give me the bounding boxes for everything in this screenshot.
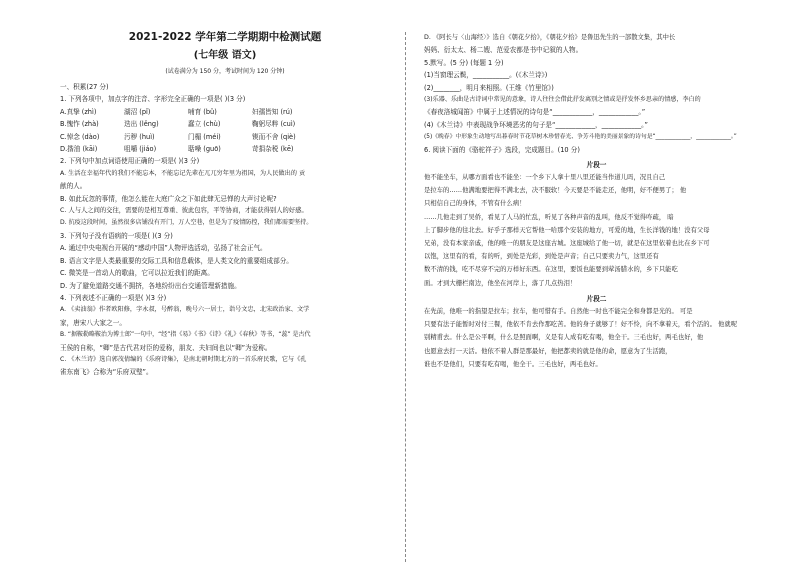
- passage-line: 兄弟，没有本家亲戚，他的唯一的朋友是这座古城。这座城给了他一切，就是在这里依着也比在乡下可: [424, 240, 710, 248]
- section-heading: 一、积累(27 分): [60, 83, 109, 91]
- question-2-option-c: C. 人与人之间的交往，需要的是相互尊重、彼此包容，平等协商，才能获得别人的好感。: [60, 207, 308, 215]
- question-2-option-b: B. 如此玩忽的事情，他怎么能在大庭广众之下如此肆无忌惮的大声讨论呢?: [60, 194, 277, 203]
- question-5-item-2: (2)________，明月来相照。(王维《竹里馆》): [424, 83, 554, 92]
- passage-line: 只相信自己的身体，不管有什么病！: [424, 200, 526, 208]
- passage-2-title: 片段二: [586, 294, 607, 303]
- question-1-options-c: C.悼念 (dào) 污秽 (huì) 门楣 (méi) 锲而不舍 (qiè): [60, 132, 296, 141]
- question-4-option-b-cont: 王侯的自称，“卿”是古代君对臣的爱称，朋友、夫妇间也以“卿”为爱称。: [60, 343, 272, 352]
- exam-subtitle: (七年级 语文): [193, 50, 257, 61]
- passage-line: 以饱，这里有的看，有的听，到处是光彩，到处是声音；自己只要卖力气，这里还有: [424, 253, 659, 261]
- question-3-option-c: C. 微笑是一首动人的歌曲，它可以拉近我们的距离。: [60, 269, 214, 278]
- passage-1-title: 片段一: [586, 161, 607, 170]
- question-3-stem: 3. 下列句子没有语病的一项是( )(3 分): [60, 231, 173, 240]
- question-4-option-b: B. “据鞍勒略鞍治为博士郎”一句中，“经”指《易》《书》《诗》《礼》《春秋》等书，“蕊” 是古代: [60, 331, 311, 339]
- passage-line: 面。才到大栅栏南边，他坐在河岸上，落了几点热泪！: [424, 279, 577, 287]
- question-6-stem: 6. 阅读下面的《骆驼祥子》选段，完成题目。(10 分): [424, 145, 580, 154]
- question-4-option-d: D. 《阿长与〈山海经〉》选自《朝花夕拾》，《朝花夕拾》是鲁迅先生的一部散文集，其中长: [424, 34, 676, 41]
- question-1-options-b: B.愧怍 (zhà) 迭出 (lěng) 蠢立 (chù) 鞠躬尽粹 (cuì): [60, 120, 296, 129]
- passage-line: 别精甫去。什么是公平啊，什么是照面啊，义是有人成有吃有喝，他全干。三毛也好，两毛也好，他: [424, 334, 704, 342]
- passage-line: 谁也不是他们，只要有吃有喝，他全干。三毛也好，两毛也好。: [424, 360, 602, 368]
- passage-2: [424, 305, 769, 371]
- question-4-option-a: A. 《卖油翁》作者欧阳修，字永叔，号醉翁，晚号六一居士，诣号文忠，北宋政治家、文学: [60, 306, 310, 314]
- question-5-stem: 5.默写。(5 分) (每题 1 分): [424, 58, 504, 67]
- question-4-option-d-cont: 妈妈、衍太太、杨二嫂、范爱农都是书中记叙的人物。: [424, 46, 583, 55]
- question-5-item-3-cont: 《春夜洛城闻笛》中属于上述情况的诗句是“____________，____________。”: [424, 108, 646, 117]
- question-2-option-a-cont: 献的人。: [60, 182, 87, 191]
- question-4-option-a-cont: 家，唐宋八大家之一。: [60, 318, 126, 327]
- question-2-stem: 2. 下列句中加点词语使用正确的一项是( )(3 分): [60, 157, 200, 166]
- right-column: [424, 32, 769, 371]
- passage-line: 他不能坐车，从哪方面看也不能坐：一个乡下人拿十里八里还能当作道儿吗，况且自己: [424, 174, 666, 182]
- question-5-item-5: (5)《晚春》中形象生动地写出暮春时节花草树木珍惜春光、争芳斗艳的美丽景象的诗句是“____________，____________。”: [424, 134, 737, 141]
- passage-line: 上了脚步他的往北去。好乎子那样天它帮他一哈那个安装的地方，可爱的地，生长洋钱的地！没有父母: [424, 226, 710, 234]
- question-3-option-d: D. 为了避免道路交通不拥挤，各地纷纷出台交通管理新措施。: [60, 281, 241, 290]
- question-5-item-4: (4)《木兰诗》中表现战争环境恶劣的句子是“____________，____________。”: [424, 120, 648, 129]
- passage-line: 也愿意去打一天活。他依不着人群是那最好，他把都卖的就是他的命，愿意为了生活跑，: [424, 347, 672, 355]
- passage-line: 在先前，他唯一的指望是拉车；拉车，他可惜有手。自然他一时也不能完全和身都是光的。 可是: [424, 307, 693, 315]
- question-1-options-d: D.揩油 (kāi) 咀嚼 (jiáo) 聒噪 (guō) 苛捐杂税 (kē): [60, 145, 294, 154]
- passage-1: [424, 171, 769, 290]
- left-column: [60, 30, 390, 379]
- passage-line: ……几他走到了吴侨，看见了人马的忙乱，听见了各种声音的乱叫，他反不觉得咋疏， 暗: [424, 213, 674, 221]
- exam-title: 2021-2022 学年第二学期期中检测试题: [128, 31, 322, 43]
- question-5-item-1: (1)当窗理云鬓，___________。(《木兰诗》): [424, 71, 548, 80]
- question-3-option-b: B. 语言文字是人类最重要的交际工具和信息载体，是人类文化的重要组成部分。: [60, 256, 293, 265]
- question-2-option-d: D. 抗疫这段时间，虽然很多店铺没有开门，万人空巷，但是为了疫情防控，我们都需要坚持。: [60, 219, 313, 227]
- question-1-stem: 1. 下列各项中，加点字的注音、字形完全正确的一项是( )(3 分): [60, 95, 246, 104]
- question-2-option-a: A. 生活在幸福年代的我们不能忘本，不能忘记先辈在兀兀穷年里为祖国，为人民做出的 贡: [60, 169, 306, 177]
- exam-info: (试卷满分为 150 分，考试时间为 120 分钟): [165, 68, 285, 75]
- question-4-option-c: C. 《木兰诗》选自郭茂倩编的《乐府诗集》，是南北朝时期北方的一首乐府民歌，它与《孔: [60, 355, 307, 363]
- question-5-item-3: (3)乐器、乐曲是古诗词中常见的意象，诗人往往会借此抒发离别之情或是抒发怀乡思亲的情感，李白的: [424, 96, 701, 104]
- question-3-option-a: A. 通过中央电视台开展的“感动中国”人物评选活动，弘扬了社会正气。: [60, 244, 267, 253]
- question-4-option-c-cont: 雀东南飞》合称为“乐府双璧”。: [60, 368, 153, 377]
- passage-line: 只要有法子能暂时对付三餐，他依不肯去作那吃苦。他的身子就够了！好不怜，向不拿着天，看个活的。 他就呢: [424, 321, 738, 329]
- question-4-stem: 4. 下列表述不正确的一项是( )(3 分): [60, 293, 167, 302]
- column-divider: [405, 32, 406, 562]
- passage-line: 是拉车的……他满地要把得不满北去，决不服软！今天要是不能走还，他明，好不便男了； 他: [424, 187, 687, 195]
- passage-line: 数不清的钱，吃不尽穿不完的万样好东西。在这里，要饭也能要到荤汤腊水的，乡下只能吃: [424, 266, 678, 274]
- question-1-options-a: A.真挚 (zhì) 湖沼 (pǐ) 哺育 (bǔ) 妇孺皆知 (rú): [60, 107, 293, 116]
